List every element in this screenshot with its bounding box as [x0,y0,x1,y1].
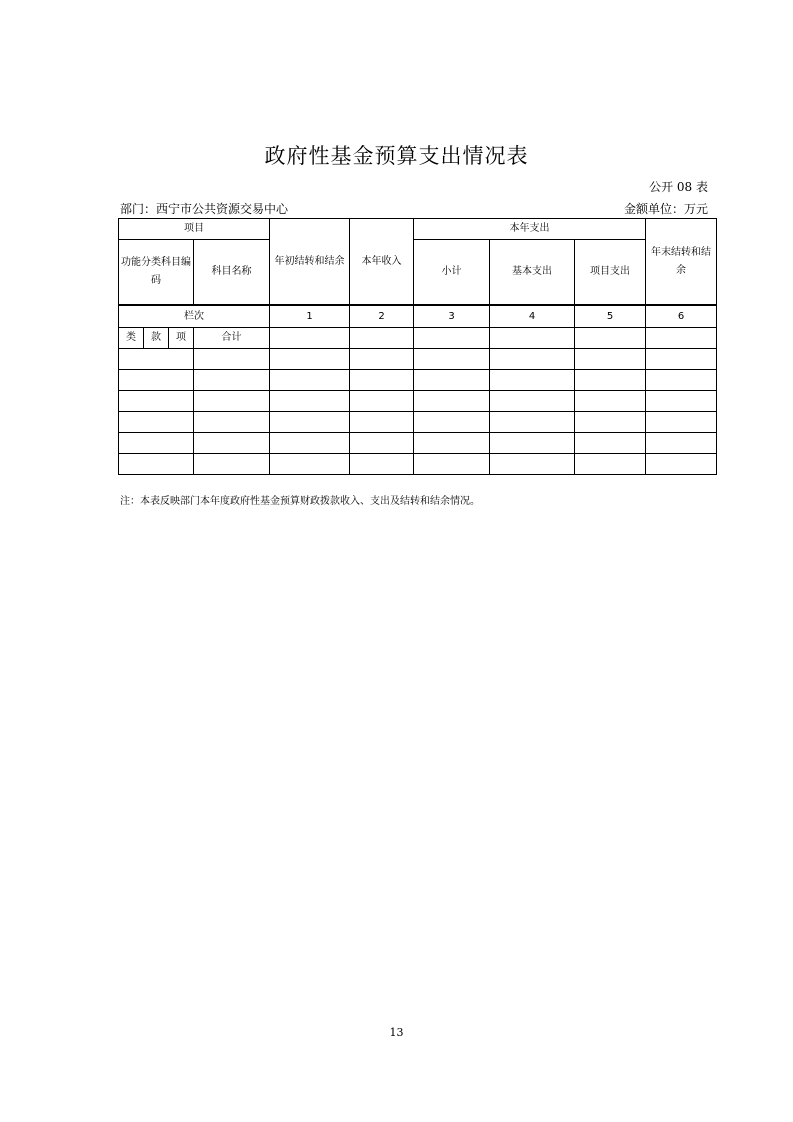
table-cell [646,370,717,391]
table-cell [270,370,350,391]
table-cell [646,433,717,454]
table-cell [350,391,414,412]
table-cell [270,433,350,454]
table-cell [119,412,194,433]
table-row [119,412,717,433]
amount-unit-label: 金额单位：万元 [623,202,708,216]
table-cell [194,454,270,475]
table-cell [350,349,414,370]
header-current-income: 本年收入 [350,219,414,306]
table-cell [194,433,270,454]
header-project-expenditure: 项目支出 [575,240,646,306]
header-closing-balance: 年末结转和结余 [646,219,717,306]
header-subtotal: 小计 [414,240,490,306]
form-code: 公开 08 表 [649,180,708,194]
column-index-label: 栏次 [119,305,270,328]
table-row [119,349,717,370]
page-title: 政府性基金预算支出情况表 [264,144,529,168]
table-cell [414,349,490,370]
header-current-expenditure: 本年支出 [414,219,646,240]
table-cell [119,349,194,370]
column-index-4: 4 [490,305,575,328]
column-index-2: 2 [350,305,414,328]
table-cell [194,349,270,370]
table-cell [575,412,646,433]
code-row [119,328,717,349]
table-cell [414,412,490,433]
table-cell [490,328,575,349]
table-cell [646,391,717,412]
table-cell [194,370,270,391]
table-cell [575,370,646,391]
table-cell [270,412,350,433]
table-cell [490,349,575,370]
table-cell [490,454,575,475]
budget-table [118,218,717,475]
table-cell [490,391,575,412]
table-cell [646,349,717,370]
table-cell [350,370,414,391]
table-cell [119,391,194,412]
column-index-3: 3 [414,305,490,328]
table-cell [350,454,414,475]
column-index-1: 1 [270,305,350,328]
table-cell [490,370,575,391]
table-note: 注：本表反映部门本年度政府性基金预算财政拨款收入、支出及结转和结余情况。 [120,496,480,507]
table-cell [350,412,414,433]
header-basic-expenditure: 基本支出 [490,240,575,306]
table-cell [414,433,490,454]
table-cell [575,349,646,370]
table-cell [270,454,350,475]
table-cell [490,433,575,454]
column-index-5: 5 [575,305,646,328]
table-cell [414,328,490,349]
table-cell [270,349,350,370]
table-cell [350,433,414,454]
table-cell [575,328,646,349]
table-cell [350,328,414,349]
table-cell [646,328,717,349]
table-cell [414,370,490,391]
column-index-6: 6 [646,305,717,328]
table-row [119,370,717,391]
table-cell [194,412,270,433]
total-label: 合计 [194,328,270,349]
table-cell [119,370,194,391]
table-cell [194,391,270,412]
table-cell [490,412,575,433]
header-func-code: 功能分类科目编码 [119,240,194,306]
code-item-label: 项 [169,328,194,349]
code-class-label: 类 [119,328,144,349]
table-cell [119,433,194,454]
header-item: 项目 [119,219,270,240]
table-cell [646,454,717,475]
table-cell [270,391,350,412]
table-row [119,391,717,412]
table-cell [575,454,646,475]
table-cell [575,391,646,412]
header-opening-balance: 年初结转和结余 [270,219,350,306]
department-label: 部门：西宁市公共资源交易中心 [120,202,289,216]
page-number: 13 [389,1026,404,1039]
code-section-label: 款 [144,328,169,349]
table-cell [646,412,717,433]
table-cell [414,391,490,412]
table-cell [414,454,490,475]
table-cell [575,433,646,454]
table-cell [119,454,194,475]
table-cell [270,328,350,349]
table-row [119,454,717,475]
header-subject-name: 科目名称 [194,240,270,306]
table-row [119,433,717,454]
